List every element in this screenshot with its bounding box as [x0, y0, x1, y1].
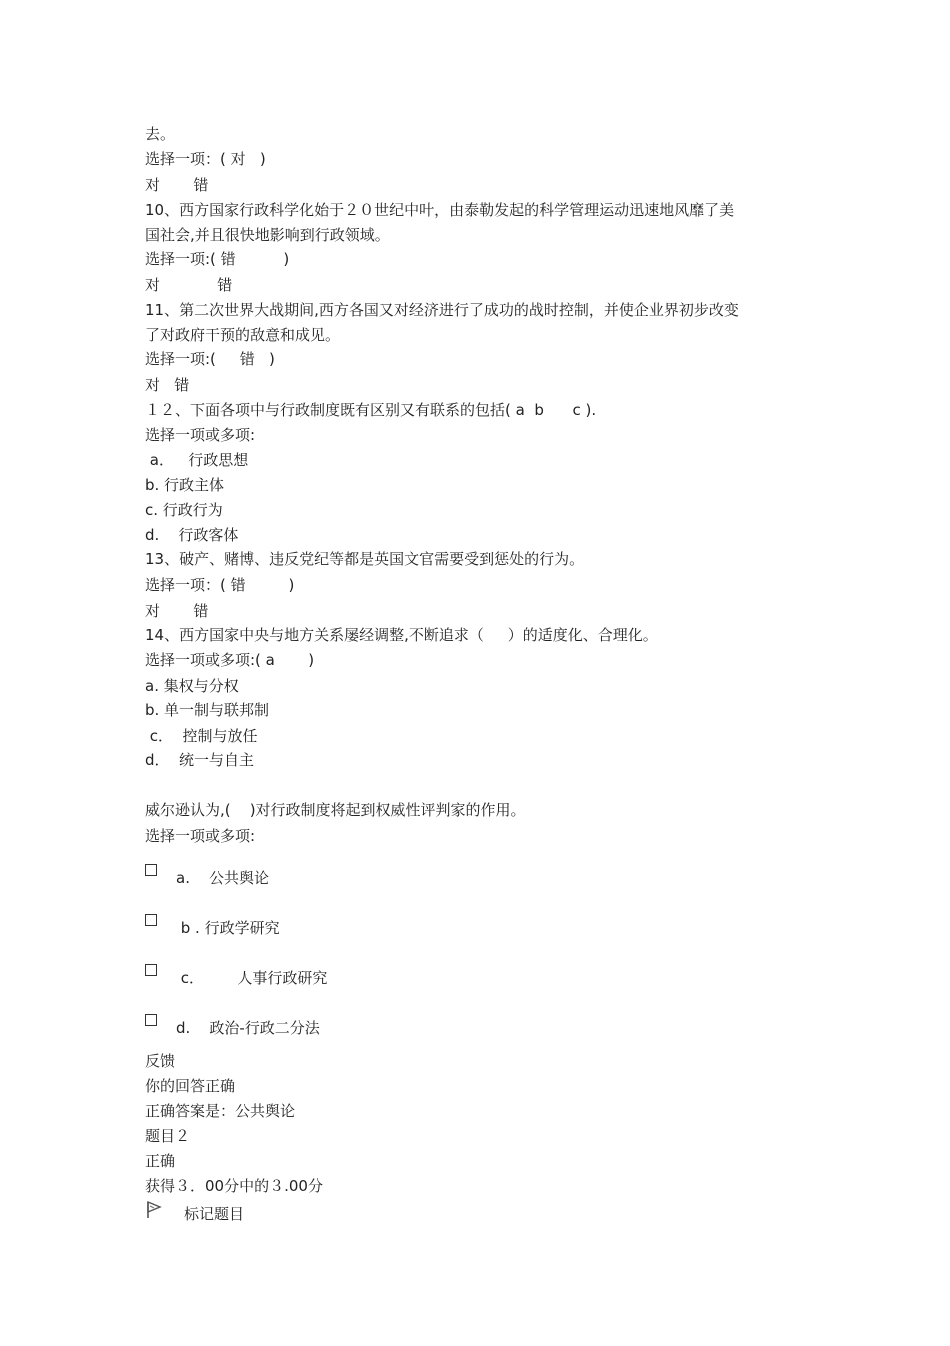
question-12-text: １２、下面各项中与行政制度既有区别又有联系的包括( a b c ).: [145, 401, 597, 419]
instruction-line: 选择一项或多项:: [145, 426, 256, 444]
options-line: 对 错: [145, 176, 209, 194]
question-score: 获得３．00分中的３.00分: [145, 1177, 323, 1195]
options-line: 对 错: [145, 376, 190, 394]
option-d: d． 统一与自主: [145, 751, 255, 769]
text-line: 去。: [145, 125, 176, 143]
feedback-heading: 反馈: [145, 1052, 176, 1070]
feedback-result: 你的回答正确: [145, 1077, 236, 1095]
option-c-checkbox[interactable]: [145, 964, 157, 976]
answer-line: 选择一项:( 错 ): [145, 350, 275, 368]
option-d: d. 行政客体: [145, 526, 239, 544]
question-10-text: 10、西方国家行政科学化始于２０世纪中叶，由泰勒发起的科学管理运动迅速地风靡了美: [145, 201, 735, 219]
answer-line: 选择一项:( 错 ): [145, 250, 290, 268]
option-a-checkbox[interactable]: [145, 864, 157, 876]
answer-line: 选择一项：( 错 ): [145, 576, 295, 594]
option-a: a． 行政思想: [145, 451, 249, 469]
correct-answer: 正确答案是：公共舆论: [145, 1102, 296, 1120]
options-line: 对 错: [145, 602, 209, 620]
question-status: 正确: [145, 1152, 176, 1170]
option-b-checkbox[interactable]: [145, 914, 157, 926]
instruction-line: 选择一项或多项:: [145, 827, 256, 845]
option-b: b. 行政主体: [145, 476, 225, 494]
question-14-text: 14、西方国家中央与地方关系屡经调整,不断追求（ ）的适度化、合理化。: [145, 626, 658, 644]
question-text: 威尔逊认为,( )对行政制度将起到权威性评判家的作用。: [145, 801, 526, 819]
option-b-label: b . 行政学研究: [176, 919, 280, 937]
flag-question-label[interactable]: 标记题目: [184, 1205, 245, 1223]
options-line: 对 错: [145, 276, 233, 294]
question-11-text: 11、第二次世界大战期间,西方各国又对经济进行了成功的战时控制，并使企业界初步改变: [145, 301, 739, 319]
option-d-label: d. 政治-行政二分法: [176, 1019, 320, 1037]
answer-line: 选择一项：( 对 ): [145, 150, 266, 168]
question-13-text: 13、破产、赌博、违反党纪等都是英国文官需要受到惩处的行为。: [145, 550, 585, 568]
option-d-checkbox[interactable]: [145, 1014, 157, 1026]
question-10-text-cont: 国社会,并且很快地影响到行政领域。: [145, 226, 390, 244]
question-number: 题目２: [145, 1127, 191, 1145]
option-c: c． 控制与放任: [145, 727, 258, 745]
flag-icon[interactable]: [146, 1201, 162, 1219]
option-a: a. 集权与分权: [145, 677, 239, 695]
question-11-text-cont: 了对政府干预的敌意和成见。: [145, 326, 341, 344]
answer-line: 选择一项或多项:( a ): [145, 651, 315, 669]
option-c: c. 行政行为: [145, 501, 223, 519]
option-b: b. 单一制与联邦制: [145, 701, 270, 719]
option-c-label: c． 人事行政研究: [176, 969, 328, 987]
option-a-label: a. 公共舆论: [176, 869, 270, 887]
